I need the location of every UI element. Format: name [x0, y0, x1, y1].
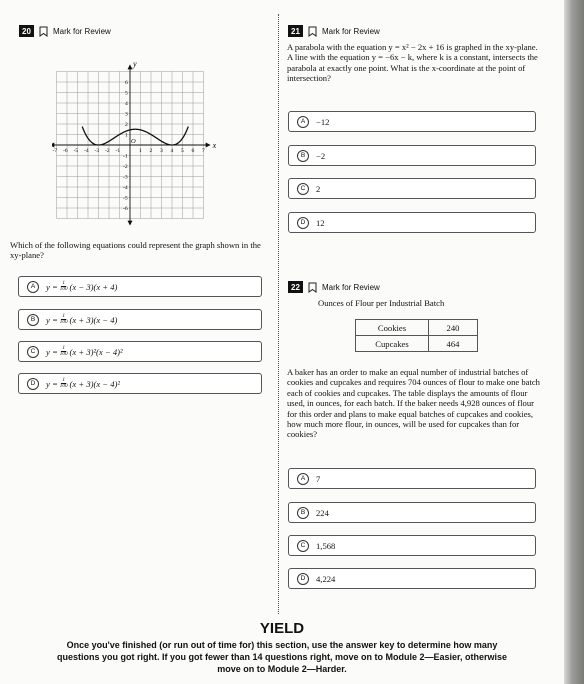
x-tick-label: 2	[149, 148, 153, 154]
table-cell: Cookies	[356, 320, 429, 336]
q22-header	[288, 281, 380, 293]
y-tick-label: -6	[123, 206, 128, 212]
option-letter: C	[297, 540, 309, 552]
eq-lead: y =	[46, 314, 58, 325]
q21-option-c[interactable]	[288, 178, 536, 199]
option-letter: D	[27, 378, 39, 390]
q21-option-d[interactable]	[288, 212, 536, 233]
flour-table	[355, 319, 478, 352]
option-text: −12	[316, 116, 330, 127]
x-tick-label: 3	[160, 148, 163, 154]
option-text: 224	[316, 507, 329, 518]
y-axis-arrow	[128, 221, 133, 226]
option-letter: B	[297, 150, 309, 162]
eq-lead: y =	[46, 346, 58, 357]
q20-option-c[interactable]	[18, 341, 262, 362]
q22-mark-for-review[interactable]: Mark for Review	[322, 282, 380, 292]
option-letter: D	[297, 573, 309, 585]
x-tick-label: -7	[52, 148, 58, 154]
option-text: 4,224	[316, 573, 336, 584]
x-tick-label: -2	[105, 148, 110, 154]
option-text: 1,568	[316, 540, 336, 551]
y-tick-label: -2	[123, 164, 128, 170]
q22-option-b[interactable]	[288, 502, 536, 523]
q22-option-c[interactable]	[288, 535, 536, 556]
q20-option-a[interactable]	[18, 276, 262, 297]
y-tick-label: -4	[123, 185, 128, 191]
eq-rest: (x + 3)(x − 4)	[69, 314, 118, 325]
y-tick-label: 4	[125, 101, 128, 107]
table-row	[356, 320, 478, 336]
option-letter: D	[297, 217, 309, 229]
x-tick-label: 6	[191, 148, 195, 154]
table-row	[356, 336, 478, 352]
y-tick-label: -5	[123, 195, 128, 202]
option-letter: A	[27, 281, 39, 293]
yield-instructions: Once you've finished (or run out of time for) this section, use the answer key to determine how many questions you got right. If you got fewer than 14 questions right, move on to Module 2—Easier, otherwise move on to Module 2—Harder.	[56, 640, 508, 674]
x-tick-label: -1	[115, 148, 121, 154]
q22-number: 22	[288, 281, 303, 293]
table-cell: Cupcakes	[356, 336, 429, 352]
q20-option-d[interactable]	[18, 373, 262, 394]
option-letter: C	[297, 183, 309, 195]
x-tick-label: 1	[139, 148, 142, 154]
q22-option-d[interactable]	[288, 568, 536, 589]
x-tick-label: -5	[73, 148, 79, 154]
x-tick-label: 7	[202, 148, 205, 154]
bookmark-icon[interactable]	[39, 26, 48, 37]
q21-stem: A parabola with the equation y = x² − 2x + 16 is graphed in the xy-plane. A line with the equation y = −6x − k, where k is a constant, intersects the parabola at exactly one point. What is the x-coordinate at the point of intersection?	[287, 42, 538, 84]
q20-stem: Which of the following equations could represent the graph shown in the xy-plane?	[10, 240, 261, 261]
column-divider	[278, 14, 279, 614]
eq-lead: y =	[46, 378, 58, 389]
option-letter: B	[27, 314, 39, 326]
y-tick-label: -1	[123, 153, 128, 160]
x-axis-label: x	[212, 141, 217, 150]
page-edge	[564, 0, 584, 684]
q20-header	[19, 25, 111, 37]
frac-num: 1	[62, 344, 65, 351]
q21-option-b[interactable]	[288, 145, 536, 166]
fraction	[60, 281, 68, 293]
bookmark-icon[interactable]	[308, 282, 317, 293]
q21-option-a[interactable]	[288, 111, 536, 132]
option-letter: B	[297, 507, 309, 519]
q22-table-title: Ounces of Flour per Industrial Batch	[318, 298, 445, 308]
x-axis-arrow	[52, 143, 54, 148]
q20-option-b[interactable]	[18, 309, 262, 330]
option-letter: C	[27, 346, 39, 358]
frac-num: 1	[62, 376, 65, 383]
q20-graph	[52, 48, 232, 228]
x-tick-label: -3	[94, 148, 100, 154]
q20-mark-for-review[interactable]: Mark for Review	[53, 26, 111, 36]
y-tick-label: 6	[125, 80, 128, 86]
origin-label: O	[131, 138, 136, 145]
fraction	[60, 314, 68, 326]
q22-stem: A baker has an order to make an equal number of industrial batches of cookies and cupcakes and requires 704 ounces of flour to make one batch each of cookies and cupcakes. The table displays the amounts of flour used, in ounces, for each batch. If the baker needs 4,928 ounces of flour for this order and plans to make equal batches of cupcakes and cookies, how much more flour, in ounces, will be used for cupcakes than for cookies?	[287, 367, 540, 440]
x-tick-label: -6	[63, 148, 68, 154]
frac-den: 100	[59, 383, 68, 389]
y-tick-label: 5	[125, 90, 128, 97]
y-tick-label: 2	[125, 122, 128, 128]
q21-header	[288, 25, 380, 37]
q20-number: 20	[19, 25, 34, 37]
y-tick-label: 3	[125, 111, 128, 118]
option-letter: A	[297, 116, 309, 128]
yield-title: YIELD	[259, 620, 305, 637]
table-cell: 240	[429, 320, 478, 336]
y-tick-label: -3	[123, 174, 128, 181]
eq-rest: (x − 3)(x + 4)	[69, 281, 118, 292]
bookmark-icon[interactable]	[308, 26, 317, 37]
eq-rest: (x + 3)(x − 4)²	[69, 378, 120, 389]
frac-num: 1	[62, 279, 65, 286]
eq-rest: (x + 3)²(x − 4)²	[69, 346, 123, 357]
option-text: 12	[316, 217, 325, 228]
option-letter: A	[297, 473, 309, 485]
q22-option-a[interactable]	[288, 468, 536, 489]
q21-number: 21	[288, 25, 303, 37]
fraction	[60, 378, 68, 390]
option-text: −2	[316, 150, 326, 161]
x-tick-label: 4	[170, 148, 174, 154]
x-tick-label: 5	[181, 148, 184, 154]
frac-num: 1	[62, 312, 65, 319]
frac-den: 100	[59, 286, 68, 292]
q21-mark-for-review[interactable]: Mark for Review	[322, 26, 380, 36]
eq-lead: y =	[46, 281, 58, 292]
fraction	[60, 346, 68, 358]
x-axis-arrow	[206, 143, 211, 148]
option-text: 2	[316, 183, 321, 194]
option-text: 7	[316, 473, 321, 484]
frac-den: 100	[59, 319, 68, 325]
y-axis-label: y	[133, 59, 137, 69]
y-axis-arrow	[128, 64, 133, 69]
y-tick-label: 1	[125, 132, 128, 139]
x-tick-label: -4	[84, 148, 89, 154]
frac-den: 100	[59, 351, 68, 357]
table-cell: 464	[429, 336, 478, 352]
